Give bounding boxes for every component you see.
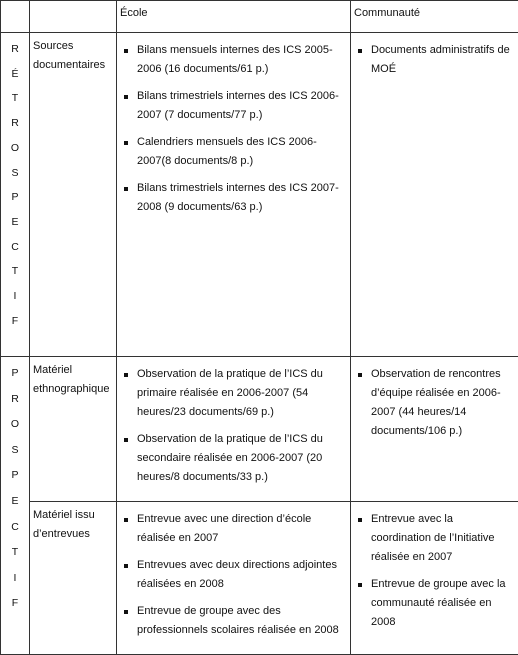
vertical-letter: F [1,309,29,334]
vertical-letter: O [1,136,29,161]
retrospectif-label [1,33,30,357]
list-item: Bilans mensuels internes des ICS 2005-2006 (16 documents/61 p.) [117,41,346,79]
ecole-list [117,365,346,487]
ecole-cell [117,33,351,357]
vertical-letter: P [1,361,29,387]
vertical-letter: O [1,412,29,438]
header-row [1,1,518,33]
vertical-letter: R [1,387,29,413]
vertical-letter: T [1,259,29,284]
list-item: Entrevues avec deux directions adjointes réalisées en 2008 [117,556,346,594]
category-cell: Sources documentaires [30,33,117,357]
vertical-letter: C [1,235,29,260]
vertical-letter: I [1,284,29,309]
communaute-cell [351,357,518,502]
vertical-letter: R [1,111,29,136]
prospectif-label [1,357,30,655]
list-item: Observation de la pratique de l’ICS du secondaire réalisée en 2006-2007 (20 heures/8 documents/33 p.) [117,430,346,487]
list-item: Entrevue avec la coordination de l’Initiative réalisée en 2007 [351,510,514,567]
list-item: Observation de la pratique de l’ICS du primaire réalisée en 2006-2007 (54 heures/23 documents/69 p.) [117,365,346,422]
list-item: Documents administratifs de MOÉ [351,41,514,79]
communaute-list [351,510,514,632]
list-item: Calendriers mensuels des ICS 2006-2007(8 documents/8 p.) [117,133,346,171]
list-item: Bilans trimestriels internes des ICS 2007-2008 (9 documents/63 p.) [117,179,346,217]
ecole-list [117,41,346,217]
vertical-letter: E [1,489,29,515]
table-row [1,33,518,357]
communaute-list [351,41,514,79]
vertical-letter: E [1,210,29,235]
header-ecole: École [117,1,351,33]
category-cell: Matériel ethnographique [30,357,117,502]
communaute-cell [351,33,518,357]
ecole-list [117,510,346,640]
vertical-letter: É [1,62,29,87]
list-item: Observation de rencontres d’équipe réalisée en 2006-2007 (44 heures/14 documents/106 p.) [351,365,514,441]
communaute-cell [351,502,518,655]
list-item: Entrevue avec une direction d’école réalisée en 2007 [117,510,346,548]
vertical-letter: S [1,161,29,186]
vertical-letter: R [1,37,29,62]
table-row [1,502,518,655]
header-empty-cell-1 [1,1,30,33]
vertical-letter: C [1,515,29,541]
vertical-letter: F [1,591,29,617]
vertical-letter: P [1,185,29,210]
ecole-cell [117,502,351,655]
vertical-letter: S [1,438,29,464]
vertical-letter: P [1,463,29,489]
category-cell: Matériel issu d’entrevues [30,502,117,655]
header-communaute: Communauté [351,1,518,33]
header-empty-cell-2 [30,1,117,33]
table-row [1,357,518,502]
vertical-letter: T [1,86,29,111]
list-item: Entrevue de groupe avec des professionnels scolaires réalisée en 2008 [117,602,346,640]
vertical-letter: T [1,540,29,566]
ecole-cell [117,357,351,502]
communaute-list [351,365,514,441]
list-item: Entrevue de groupe avec la communauté réalisée en 2008 [351,575,514,632]
vertical-letter: I [1,566,29,592]
list-item: Bilans trimestriels internes des ICS 2006-2007 (7 documents/77 p.) [117,87,346,125]
